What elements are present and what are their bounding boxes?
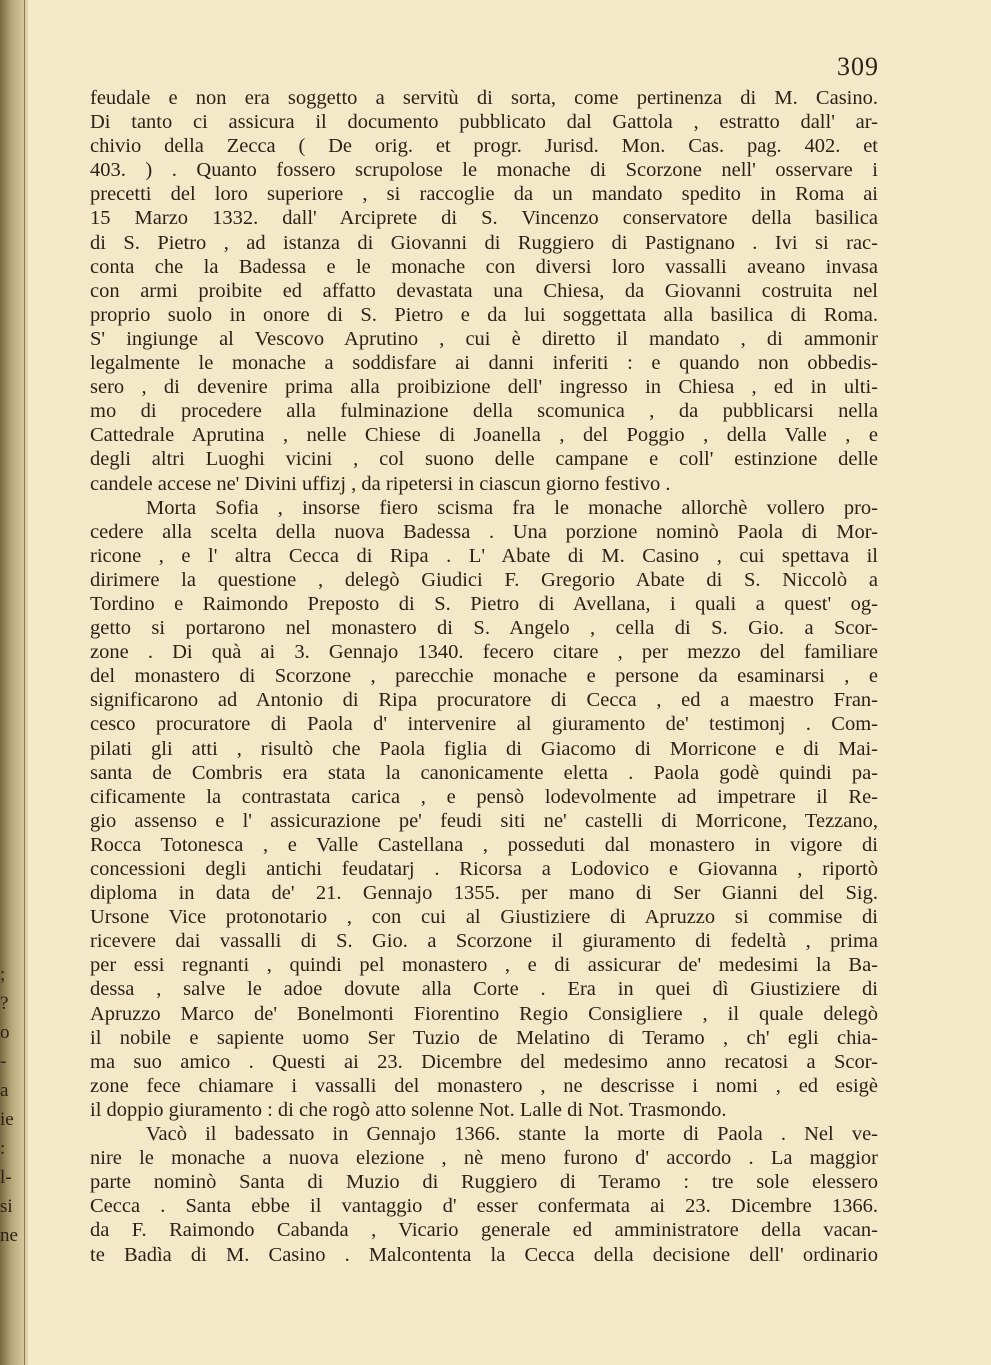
margin-fragment: a: [0, 1080, 9, 1101]
text-line: legalmente le monache a soddisfare ai danni inferiti : e quando non obbedis-: [90, 352, 878, 375]
page-number: 309: [837, 52, 879, 81]
text-line: parte nominò Santa di Muzio di Ruggiero di Teramo : tre sole elessero: [90, 1171, 878, 1194]
text-line: ricone , e l' altra Cecca di Ripa . L' Abate di M. Casino , cui spettava il: [90, 544, 878, 567]
text-line: cificamente la contrastata carica , e pensò lodevolmente ad impetrare il Re-: [90, 785, 878, 808]
margin-fragment: ie: [0, 1109, 14, 1130]
margin-fragment: :: [0, 1138, 6, 1159]
text-line: dirimere la questione , delegò Giudici F. Gregorio Abate di S. Niccolò a: [90, 568, 878, 591]
text-line: Vacò il badessato in Gennajo 1366. stante la morte di Paola . Nel ve-: [146, 1123, 878, 1146]
text-line: del monastero di Scorzone , parecchie monache e persone da esaminarsi , e: [90, 665, 878, 688]
margin-fragment: -: [0, 1051, 7, 1072]
text-line: zone . Di quà ai 3. Gennajo 1340. fecero citare , per mezzo del familiare: [90, 641, 878, 664]
text-line: Cecca . Santa ebbe il vantaggio d' esser confermata ai 23. Dicembre 1366.: [90, 1195, 878, 1218]
text-line: S' ingiunge al Vescovo Aprutino , cui è diretto il mandato , di ammonir: [90, 327, 878, 350]
text-line: proprio suolo in onore di S. Pietro e da lui soggettata alla basilica di Roma.: [90, 303, 878, 326]
text-line: degli altri Luoghi vicini , col suono delle campane e coll' estinzione delle: [90, 448, 878, 471]
text-line: Morta Sofia , insorse fiero scisma fra le monache allorchè vollero pro-: [146, 496, 878, 519]
text-line: getto si portarono nel monastero di S. Angelo , cella di S. Gio. a Scor-: [90, 617, 878, 640]
body-text: [90, 86, 878, 1267]
text-line: pilati gli atti , risultò che Paola figlia di Giacomo di Morricone e di Mai-: [90, 737, 878, 760]
text-line: 403. ) . Quanto fossero scrupolose le monache di Scorzone nell' osservare i: [90, 159, 878, 182]
margin-fragment: ?: [0, 993, 9, 1014]
text-line: da F. Raimondo Cabanda , Vicario generale ed amministratore della vacan-: [90, 1219, 878, 1242]
text-line: 15 Marzo 1332. dall' Arciprete di S. Vincenzo conservatore della basilica: [90, 207, 878, 230]
text-line: ricevere dai vassalli di S. Gio. a Scorzone il giuramento di fedeltà , prima: [90, 930, 878, 953]
text-line: feudale e non era soggetto a servitù di sorta, come pertinenza di M. Casino.: [90, 87, 878, 109]
text-line: Cattedrale Aprutina , nelle Chiese di Joanella , del Poggio , della Valle , e: [90, 424, 878, 447]
text-line: Rocca Totonesca , e Valle Castellana , posseduti dal monastero in vigore di: [90, 833, 878, 856]
text-line: Ursone Vice protonotario , con cui al Giustiziere di Apruzzo si commise di: [90, 906, 878, 929]
margin-fragment: ;: [0, 964, 6, 985]
text-line: per essi regnanti , quindi pel monastero , e di assicurar de' medesimi la Ba-: [90, 954, 878, 977]
margin-fragment: ne: [0, 1225, 18, 1246]
text-line: mo di procedere alla fulminazione della scomunica , da pubblicarsi nella: [90, 400, 878, 423]
text-line: zone fece chiamare i vassalli del monastero , ne descrisse i nomi , ed esigè: [90, 1074, 878, 1097]
text-line: gio assenso e l' assicurazione pe' feudi siti ne' castelli di Morricone, Tezzano,: [90, 809, 878, 832]
text-line: santa de Combris era stata la canonicamente eletta . Paola godè quindi pa-: [90, 761, 878, 784]
text-line: diploma in data de' 21. Gennajo 1355. per mano di Ser Gianni del Sig.: [90, 882, 878, 905]
text-line: Apruzzo Marco de' Bonelmonti Fiorentino Regio Consigliere , il quale delegò: [90, 1002, 878, 1025]
text-line: il doppio giuramento : di che rogò atto solenne Not. Lalle di Not. Trasmondo.: [90, 1098, 727, 1121]
text-line: ma suo amico . Questi ai 23. Dicembre del medesimo anno recatosi a Scor-: [90, 1050, 878, 1073]
text-line: cesco procuratore di Paola d' intervenire al giuramento de' testimonj . Com-: [90, 713, 878, 736]
text-line: nire le monache a nuova elezione , nè meno furono d' accordo . La maggior: [90, 1147, 878, 1170]
text-line: dessa , salve le adoe dovute alla Corte . Era in quei dì Giustiziere di: [90, 978, 878, 1001]
facing-page-fragments: [0, 960, 30, 1250]
text-line: Tordino e Raimondo Preposto di S. Pietro di Avellana, i quali a quest' og-: [90, 592, 878, 615]
text-line: cedere alla scelta della nuova Badessa . Una porzione nominò Paola di Mor-: [90, 520, 878, 543]
text-line: precetti del loro superiore , si raccoglie da un mandato spedito in Roma ai: [90, 183, 878, 206]
text-line: te Badìa di M. Casino . Malcontenta la Cecca della decisione dell' ordinario: [90, 1243, 878, 1266]
text-line: con armi proibite ed affatto devastata una Chiesa, da Giovanni costruita nel: [90, 279, 878, 302]
text-line: chivio della Zecca ( De orig. et progr. Jurisd. Mon. Cas. pag. 402. et: [90, 135, 878, 158]
text-line: candele accese ne' Divini uffizj , da ripetersi in ciascun giorno festivo .: [90, 472, 671, 495]
text-line: Di tanto ci assicura il documento pubblicato dal Gattola , estratto dall' ar-: [90, 111, 878, 134]
margin-fragment: si: [0, 1196, 13, 1217]
margin-fragment: l-: [0, 1167, 12, 1188]
text-line: conta che la Badessa e le monache con diversi loro vassalli aveano invasa: [90, 255, 878, 278]
text-line: significarono ad Antonio di Ripa procuratore di Cecca , ed a maestro Fran-: [90, 689, 878, 712]
margin-fragment: o: [0, 1022, 10, 1043]
text-line: sero , di devenire prima alla proibizione dell' ingresso in Chiesa , ed in ulti-: [90, 376, 878, 399]
text-line: concessioni degli antichi feudatarj . Ricorsa a Lodovico e Giovanna , riportò: [90, 858, 878, 880]
text-line: il nobile e sapiente uomo Ser Tuzio de Melatino di Teramo , ch' egli chia-: [90, 1026, 878, 1049]
text-line: di S. Pietro , ad istanza di Giovanni di Ruggiero di Pastignano . Ivi si rac-: [90, 231, 878, 254]
